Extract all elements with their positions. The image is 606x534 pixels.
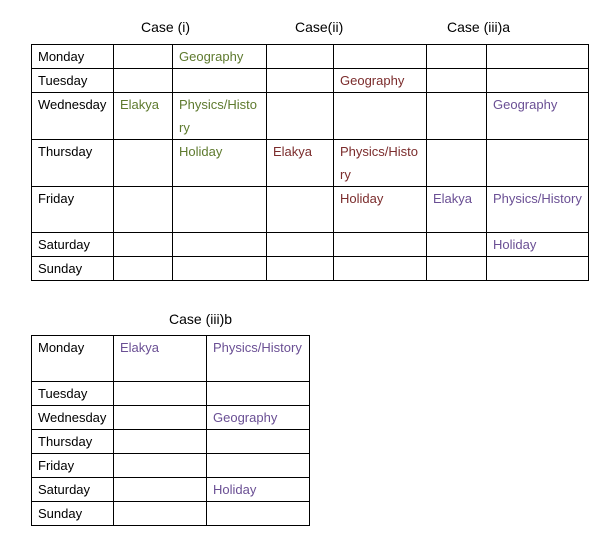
schedule-cell — [173, 69, 267, 93]
schedule-cell — [173, 233, 267, 257]
schedule-cell — [114, 478, 207, 502]
case-iiia-header: Case (iii)a — [447, 19, 511, 35]
day-label: Wednesday — [32, 93, 114, 140]
schedule-cell — [114, 406, 207, 430]
table-row — [32, 430, 310, 454]
schedule-cell — [427, 45, 487, 69]
schedule-cell — [487, 140, 589, 187]
case-i-header: Case (i) — [141, 19, 191, 35]
schedule-cell: Physics/History — [173, 93, 267, 140]
schedule-cell — [173, 257, 267, 281]
day-label: Saturday — [32, 478, 114, 502]
day-label: Friday — [32, 454, 114, 478]
schedule-cell — [267, 257, 334, 281]
day-label: Tuesday — [32, 69, 114, 93]
schedule-cell: Elakya — [114, 336, 207, 382]
schedule-cell: Physics/History — [334, 140, 427, 187]
table-row — [32, 382, 310, 406]
table-row — [32, 336, 310, 382]
schedule-cell — [267, 93, 334, 140]
schedule-cell — [114, 502, 207, 526]
schedule-cell: Holiday — [207, 478, 310, 502]
schedule-cell — [334, 233, 427, 257]
day-label: Thursday — [32, 140, 114, 187]
schedule-cell: Physics/History — [207, 336, 310, 382]
table-row — [32, 187, 589, 233]
schedule-cell — [114, 233, 173, 257]
table-row — [32, 45, 589, 69]
schedule-cell — [207, 382, 310, 406]
schedule-cell: Holiday — [487, 233, 589, 257]
schedule-cell — [267, 187, 334, 233]
table-row — [32, 140, 589, 187]
schedule-cell: Geography — [334, 69, 427, 93]
schedule-cell — [114, 45, 173, 69]
case-ii-header: Case(ii) — [295, 19, 344, 35]
schedule-cell: Physics/History — [487, 187, 589, 233]
schedule-cell — [334, 45, 427, 69]
schedule-cell — [487, 45, 589, 69]
table-row — [32, 69, 589, 93]
schedule-cell — [487, 257, 589, 281]
schedule-cell — [114, 454, 207, 478]
schedule-cell: Holiday — [334, 187, 427, 233]
table-row — [32, 257, 589, 281]
schedule-cell — [207, 502, 310, 526]
schedule-table-case-iiib — [31, 335, 310, 526]
schedule-cell — [114, 187, 173, 233]
table-row — [32, 478, 310, 502]
schedule-cell: Geography — [487, 93, 589, 140]
day-label: Sunday — [32, 257, 114, 281]
day-label: Wednesday — [32, 406, 114, 430]
schedule-cell — [173, 187, 267, 233]
table-row — [32, 502, 310, 526]
day-label: Monday — [32, 45, 114, 69]
schedule-cell — [114, 257, 173, 281]
schedule-cell — [427, 233, 487, 257]
schedule-cell: Elakya — [427, 187, 487, 233]
schedule-cell — [114, 382, 207, 406]
schedule-cell — [427, 93, 487, 140]
day-label: Tuesday — [32, 382, 114, 406]
case-iiib-header: Case (iii)b — [169, 311, 233, 327]
table-row — [32, 233, 589, 257]
schedule-cell — [427, 69, 487, 93]
day-label: Thursday — [32, 430, 114, 454]
day-label: Saturday — [32, 233, 114, 257]
schedule-cell — [487, 69, 589, 93]
schedule-cell: Elakya — [114, 93, 173, 140]
schedule-cell: Holiday — [173, 140, 267, 187]
schedule-cell — [207, 430, 310, 454]
schedule-cell: Elakya — [267, 140, 334, 187]
table-row — [32, 454, 310, 478]
schedule-cell — [334, 257, 427, 281]
schedule-table-main — [31, 44, 589, 281]
table-row — [32, 406, 310, 430]
table-row — [32, 93, 589, 140]
schedule-cell — [267, 45, 334, 69]
schedule-cell — [114, 430, 207, 454]
day-label: Sunday — [32, 502, 114, 526]
schedule-cell: Geography — [207, 406, 310, 430]
day-label: Friday — [32, 187, 114, 233]
day-label: Monday — [32, 336, 114, 382]
schedule-cell — [114, 69, 173, 93]
schedule-cell — [427, 140, 487, 187]
schedule-cell — [267, 233, 334, 257]
schedule-cell: Geography — [173, 45, 267, 69]
schedule-cell — [334, 93, 427, 140]
schedule-cell — [427, 257, 487, 281]
schedule-cell — [207, 454, 310, 478]
schedule-cell — [114, 140, 173, 187]
schedule-cell — [267, 69, 334, 93]
